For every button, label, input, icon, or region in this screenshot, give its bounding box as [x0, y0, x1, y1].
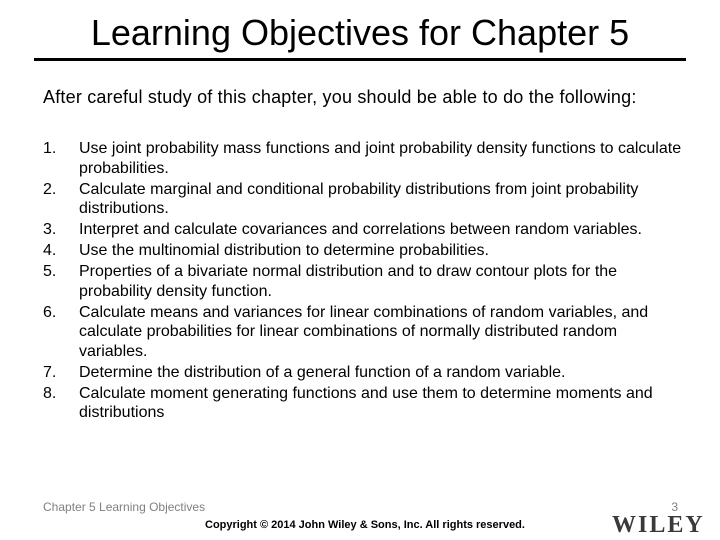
objective-number: 7. — [43, 363, 57, 381]
objective-number: 5. — [43, 263, 57, 280]
objective-text: Use joint probability mass functions and joint probability density functions to calculate probabilities. — [79, 140, 682, 177]
objective-item — [43, 303, 683, 362]
objective-text: Interpret and calculate covariances and correlations between random variables. — [79, 221, 642, 238]
objective-item — [43, 262, 683, 301]
title-underline — [34, 58, 686, 61]
objectives-list — [43, 139, 683, 424]
objective-number: 8. — [43, 384, 57, 402]
objective-number: 1. — [43, 140, 57, 157]
wiley-logo: WILEY — [612, 512, 705, 538]
objective-item — [43, 180, 683, 219]
objective-text: Use the multinomial distribution to determine probabilities. — [79, 242, 489, 259]
objective-item — [43, 384, 683, 423]
objective-text: Calculate marginal and conditional probability distributions from joint probability distributions. — [79, 180, 639, 217]
objective-text: Determine the distribution of a general function of a random variable. — [79, 363, 566, 381]
copyright-notice: Copyright © 2014 John Wiley & Sons, Inc. All rights reserved. — [205, 519, 525, 531]
objective-number: 3. — [43, 221, 57, 238]
objective-text: Calculate means and variances for linear combinations of random variables, and calculate probabilities for linear combinations of normally distributed random variables. — [79, 303, 649, 360]
intro-text: After careful study of this chapter, you should be able to do the following: — [43, 87, 637, 107]
objective-item — [43, 363, 683, 383]
objective-text: Calculate moment generating functions and use them to determine moments and distributions — [79, 384, 653, 421]
slide-title: Learning Objectives for Chapter 5 — [90, 12, 630, 53]
footer-chapter-label: Chapter 5 Learning Objectives — [43, 500, 206, 514]
objective-item — [43, 241, 683, 261]
objective-item — [43, 220, 683, 240]
objective-text: Properties of a bivariate normal distribution and to draw contour plots for the probability density function. — [79, 263, 618, 300]
page-number: 3 — [671, 500, 678, 514]
objective-item — [43, 139, 683, 178]
objective-number: 4. — [43, 242, 57, 259]
objective-number: 2. — [43, 180, 57, 198]
objective-number: 6. — [43, 303, 57, 321]
